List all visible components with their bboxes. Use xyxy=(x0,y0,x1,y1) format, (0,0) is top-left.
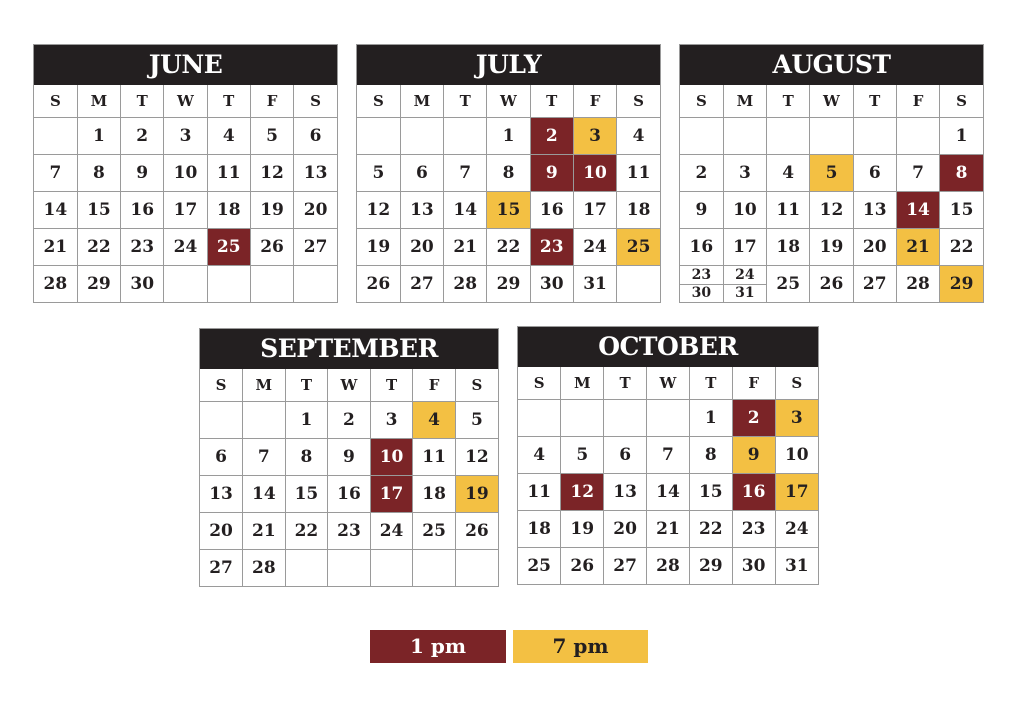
day-cell: 14 xyxy=(896,192,939,229)
month-grid xyxy=(680,85,983,302)
empty-cell xyxy=(200,402,243,439)
day-cell: 30 xyxy=(732,548,775,585)
week-row xyxy=(680,118,983,155)
day-cell: 26 xyxy=(357,266,400,303)
day-cell: 3 xyxy=(775,400,818,437)
day-cell: 24 xyxy=(370,513,413,550)
day-cell: 23 xyxy=(121,229,164,266)
day-cell: 26 xyxy=(455,513,498,550)
weekday-label: M xyxy=(723,85,766,118)
day-cell: 28 xyxy=(647,548,690,585)
day-cell: 10 xyxy=(370,439,413,476)
day-cell: 31 xyxy=(573,266,616,303)
day-cell: 13 xyxy=(400,192,443,229)
week-row xyxy=(680,266,983,303)
day-cell: 7 xyxy=(243,439,286,476)
day-cell: 11 xyxy=(767,192,810,229)
day-cell: 27 xyxy=(200,550,243,587)
day-cell: 7 xyxy=(34,155,77,192)
day-cell: 13 xyxy=(200,476,243,513)
week-row xyxy=(357,192,660,229)
weekday-label: M xyxy=(77,85,120,118)
day-cell: 9 xyxy=(732,437,775,474)
weekday-label: F xyxy=(573,85,616,118)
week-row xyxy=(34,192,337,229)
day-cell: 9 xyxy=(121,155,164,192)
day-cell: 18 xyxy=(413,476,456,513)
day-cell: 10 xyxy=(775,437,818,474)
weekday-label: W xyxy=(647,367,690,400)
day-cell: 17 xyxy=(164,192,207,229)
weekday-label: W xyxy=(487,85,530,118)
weekday-label: T xyxy=(370,369,413,402)
day-cell: 25 xyxy=(617,229,660,266)
week-row xyxy=(34,266,337,303)
empty-cell xyxy=(896,118,939,155)
day-cell: 23 xyxy=(732,511,775,548)
empty-cell xyxy=(518,400,561,437)
weekday-label: M xyxy=(243,369,286,402)
month-title: SEPTEMBER xyxy=(200,329,498,369)
weekday-label: S xyxy=(357,85,400,118)
weekday-label: W xyxy=(810,85,853,118)
day-cell: 29 xyxy=(940,266,983,303)
day-cell: 11 xyxy=(413,439,456,476)
week-row xyxy=(34,118,337,155)
day-cell: 4 xyxy=(518,437,561,474)
empty-cell xyxy=(617,266,660,303)
week-row xyxy=(200,550,498,587)
day-cell: 5 xyxy=(455,402,498,439)
week-row xyxy=(518,474,818,511)
day-cell: 16 xyxy=(680,229,723,266)
day-cell: 4 xyxy=(413,402,456,439)
day-cell: 17 xyxy=(573,192,616,229)
weekday-label: S xyxy=(518,367,561,400)
day-cell: 11 xyxy=(207,155,250,192)
empty-cell xyxy=(810,118,853,155)
empty-cell xyxy=(400,118,443,155)
weekday-header-row xyxy=(357,85,660,118)
weekday-header-row xyxy=(34,85,337,118)
weekday-label: T xyxy=(444,85,487,118)
empty-cell xyxy=(647,400,690,437)
day-cell: 12 xyxy=(250,155,293,192)
split-day-cell xyxy=(724,266,766,302)
day-cell: 14 xyxy=(444,192,487,229)
week-row xyxy=(518,511,818,548)
legend-1pm: 1 pm xyxy=(370,630,506,663)
day-cell: 24 xyxy=(775,511,818,548)
day-cell: 22 xyxy=(77,229,120,266)
day-cell: 29 xyxy=(487,266,530,303)
day-cell: 12 xyxy=(561,474,604,511)
day-cell: 28 xyxy=(34,266,77,303)
day-cell: 13 xyxy=(294,155,337,192)
day-cell: 18 xyxy=(617,192,660,229)
day-cell: 19 xyxy=(357,229,400,266)
calendar-june xyxy=(33,44,338,303)
day-cell xyxy=(723,266,766,303)
day-cell: 26 xyxy=(250,229,293,266)
week-row xyxy=(518,400,818,437)
calendar-august xyxy=(679,44,984,303)
weekday-label: T xyxy=(689,367,732,400)
day-cell: 18 xyxy=(767,229,810,266)
day-cell: 20 xyxy=(604,511,647,548)
empty-cell xyxy=(164,266,207,303)
week-row xyxy=(200,402,498,439)
empty-cell xyxy=(243,402,286,439)
day-cell: 20 xyxy=(400,229,443,266)
day-cell: 21 xyxy=(243,513,286,550)
day-number: 23 xyxy=(691,266,712,283)
day-cell: 15 xyxy=(940,192,983,229)
empty-cell xyxy=(444,118,487,155)
month-grid xyxy=(200,369,498,586)
empty-cell xyxy=(328,550,371,587)
weekday-label: M xyxy=(561,367,604,400)
day-cell: 8 xyxy=(940,155,983,192)
month-grid xyxy=(34,85,337,302)
day-cell: 4 xyxy=(207,118,250,155)
week-row xyxy=(200,476,498,513)
day-cell: 30 xyxy=(121,266,164,303)
empty-cell xyxy=(357,118,400,155)
legend-7pm: 7 pm xyxy=(513,630,648,663)
weekday-label: W xyxy=(164,85,207,118)
day-cell: 3 xyxy=(723,155,766,192)
day-cell: 10 xyxy=(723,192,766,229)
day-cell: 18 xyxy=(207,192,250,229)
day-cell: 27 xyxy=(294,229,337,266)
day-cell: 11 xyxy=(518,474,561,511)
day-cell: 5 xyxy=(357,155,400,192)
day-cell: 5 xyxy=(810,155,853,192)
day-cell: 27 xyxy=(853,266,896,303)
day-cell: 22 xyxy=(285,513,328,550)
day-cell: 6 xyxy=(853,155,896,192)
weekday-label: T xyxy=(530,85,573,118)
month-title: JUNE xyxy=(34,45,337,85)
day-cell: 5 xyxy=(561,437,604,474)
day-cell: 5 xyxy=(250,118,293,155)
day-cell: 23 xyxy=(328,513,371,550)
day-cell: 25 xyxy=(413,513,456,550)
day-cell: 26 xyxy=(561,548,604,585)
day-cell: 16 xyxy=(121,192,164,229)
weekday-label: T xyxy=(767,85,810,118)
day-cell: 23 xyxy=(530,229,573,266)
weekday-label: S xyxy=(940,85,983,118)
day-cell: 16 xyxy=(732,474,775,511)
weekday-header-row xyxy=(518,367,818,400)
day-cell: 12 xyxy=(810,192,853,229)
day-cell: 1 xyxy=(285,402,328,439)
weekday-label: T xyxy=(207,85,250,118)
day-cell: 9 xyxy=(680,192,723,229)
week-row xyxy=(200,439,498,476)
day-cell: 9 xyxy=(328,439,371,476)
day-cell: 20 xyxy=(853,229,896,266)
week-row xyxy=(34,155,337,192)
week-row xyxy=(357,266,660,303)
day-number: 31 xyxy=(724,284,766,303)
day-cell: 13 xyxy=(853,192,896,229)
weekday-label: W xyxy=(328,369,371,402)
day-cell: 3 xyxy=(573,118,616,155)
empty-cell xyxy=(34,118,77,155)
weekday-label: S xyxy=(775,367,818,400)
day-cell: 11 xyxy=(617,155,660,192)
day-cell: 20 xyxy=(200,513,243,550)
day-cell: 3 xyxy=(370,402,413,439)
week-row xyxy=(200,513,498,550)
week-row xyxy=(518,437,818,474)
week-row xyxy=(680,155,983,192)
day-cell: 28 xyxy=(896,266,939,303)
empty-cell xyxy=(413,550,456,587)
day-cell: 25 xyxy=(518,548,561,585)
empty-cell xyxy=(853,118,896,155)
weekday-label: S xyxy=(455,369,498,402)
day-cell: 17 xyxy=(370,476,413,513)
day-cell: 7 xyxy=(647,437,690,474)
day-cell: 27 xyxy=(604,548,647,585)
day-cell: 10 xyxy=(164,155,207,192)
day-cell: 16 xyxy=(530,192,573,229)
day-cell: 19 xyxy=(561,511,604,548)
day-cell: 2 xyxy=(732,400,775,437)
day-cell: 29 xyxy=(689,548,732,585)
weekday-label: T xyxy=(285,369,328,402)
day-cell: 1 xyxy=(940,118,983,155)
weekday-label: S xyxy=(617,85,660,118)
weekday-label: F xyxy=(732,367,775,400)
day-cell: 2 xyxy=(328,402,371,439)
day-cell: 15 xyxy=(689,474,732,511)
day-cell: 28 xyxy=(243,550,286,587)
weekday-label: S xyxy=(34,85,77,118)
day-cell: 12 xyxy=(357,192,400,229)
day-number: 24 xyxy=(735,266,755,283)
day-cell: 21 xyxy=(896,229,939,266)
weekday-label: S xyxy=(680,85,723,118)
day-cell: 10 xyxy=(573,155,616,192)
day-cell: 7 xyxy=(444,155,487,192)
empty-cell xyxy=(680,118,723,155)
day-cell: 22 xyxy=(940,229,983,266)
day-cell: 15 xyxy=(77,192,120,229)
day-cell: 22 xyxy=(487,229,530,266)
empty-cell xyxy=(604,400,647,437)
month-title: AUGUST xyxy=(680,45,983,85)
empty-cell xyxy=(370,550,413,587)
day-cell: 1 xyxy=(689,400,732,437)
day-cell: 1 xyxy=(77,118,120,155)
week-row xyxy=(518,548,818,585)
day-cell: 20 xyxy=(294,192,337,229)
day-cell: 17 xyxy=(775,474,818,511)
day-cell: 13 xyxy=(604,474,647,511)
week-row xyxy=(357,155,660,192)
day-cell: 28 xyxy=(444,266,487,303)
empty-cell xyxy=(285,550,328,587)
day-cell: 6 xyxy=(400,155,443,192)
day-cell: 4 xyxy=(617,118,660,155)
weekday-label: F xyxy=(250,85,293,118)
weekday-label: S xyxy=(200,369,243,402)
day-cell: 27 xyxy=(400,266,443,303)
day-cell: 2 xyxy=(680,155,723,192)
day-cell: 6 xyxy=(294,118,337,155)
empty-cell xyxy=(455,550,498,587)
calendar-july xyxy=(356,44,661,303)
day-cell: 21 xyxy=(444,229,487,266)
day-cell: 22 xyxy=(689,511,732,548)
day-cell: 19 xyxy=(250,192,293,229)
weekday-label: S xyxy=(294,85,337,118)
day-cell: 29 xyxy=(77,266,120,303)
day-cell: 9 xyxy=(530,155,573,192)
weekday-label: F xyxy=(413,369,456,402)
day-cell: 2 xyxy=(530,118,573,155)
week-row xyxy=(34,229,337,266)
day-cell: 24 xyxy=(573,229,616,266)
weekday-label: T xyxy=(121,85,164,118)
day-cell: 8 xyxy=(689,437,732,474)
day-cell: 25 xyxy=(767,266,810,303)
day-cell: 8 xyxy=(487,155,530,192)
calendar-september xyxy=(199,328,499,587)
weekday-label: M xyxy=(400,85,443,118)
day-cell: 7 xyxy=(896,155,939,192)
day-cell: 6 xyxy=(200,439,243,476)
day-cell: 21 xyxy=(34,229,77,266)
day-cell: 18 xyxy=(518,511,561,548)
month-title: JULY xyxy=(357,45,660,85)
day-number: 30 xyxy=(680,284,723,303)
day-cell: 1 xyxy=(487,118,530,155)
week-row xyxy=(680,192,983,229)
month-grid xyxy=(518,367,818,584)
week-row xyxy=(357,118,660,155)
day-cell: 31 xyxy=(775,548,818,585)
week-row xyxy=(357,229,660,266)
day-cell: 14 xyxy=(647,474,690,511)
day-cell: 8 xyxy=(285,439,328,476)
month-title: OCTOBER xyxy=(518,327,818,367)
day-cell: 16 xyxy=(328,476,371,513)
weekday-label: T xyxy=(853,85,896,118)
day-cell: 6 xyxy=(604,437,647,474)
empty-cell xyxy=(294,266,337,303)
day-cell: 30 xyxy=(530,266,573,303)
empty-cell xyxy=(767,118,810,155)
day-cell: 19 xyxy=(810,229,853,266)
day-cell: 4 xyxy=(767,155,810,192)
day-cell: 3 xyxy=(164,118,207,155)
day-cell: 25 xyxy=(207,229,250,266)
day-cell xyxy=(680,266,723,303)
week-row xyxy=(680,229,983,266)
weekday-label: T xyxy=(604,367,647,400)
day-cell: 12 xyxy=(455,439,498,476)
empty-cell xyxy=(561,400,604,437)
day-cell: 2 xyxy=(121,118,164,155)
day-cell: 17 xyxy=(723,229,766,266)
weekday-header-row xyxy=(680,85,983,118)
day-cell: 15 xyxy=(487,192,530,229)
empty-cell xyxy=(250,266,293,303)
empty-cell xyxy=(207,266,250,303)
day-cell: 14 xyxy=(34,192,77,229)
day-cell: 21 xyxy=(647,511,690,548)
month-grid xyxy=(357,85,660,302)
day-cell: 26 xyxy=(810,266,853,303)
calendar-october xyxy=(517,326,819,585)
day-cell: 8 xyxy=(77,155,120,192)
empty-cell xyxy=(723,118,766,155)
day-cell: 19 xyxy=(455,476,498,513)
weekday-header-row xyxy=(200,369,498,402)
day-cell: 15 xyxy=(285,476,328,513)
weekday-label: F xyxy=(896,85,939,118)
split-day-cell xyxy=(680,266,723,302)
day-cell: 14 xyxy=(243,476,286,513)
day-cell: 24 xyxy=(164,229,207,266)
